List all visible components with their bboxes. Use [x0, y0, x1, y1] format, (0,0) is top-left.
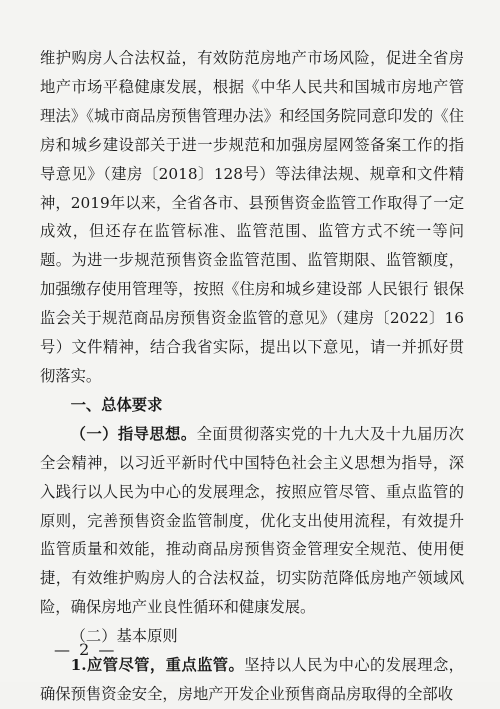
- guiding-thought-paragraph: [40, 420, 464, 622]
- principle-1-lead: 1.应管尽管，重点监管。: [70, 656, 245, 675]
- document-body: [40, 44, 464, 709]
- principle-1-text: 坚持以人民为中心的发展理念，确保预售资金安全，房地产开发企业预售商品房取得的全部收: [40, 656, 464, 703]
- basic-principles-heading: （二）基本原则: [70, 627, 178, 646]
- guiding-thought-lead: （一）指导思想。: [70, 424, 197, 443]
- principle-1-paragraph: [40, 651, 464, 709]
- guiding-thought-text: 全面贯彻落实党的十九大及十九届历次全会精神，以习近平新时代中国特色社会主义思想为指导，深入践行以人民为中心的发展理念，按照应管尽管、重点监管的原则，完善预售资金监管制度，优化支出使用流程，有效提升监管质量和效能，推动商品房预售资金管理安全规范、使用便捷，有效维护购房人的合法权益，切实防范降低房地产领域风险，确保房地产业良性循环和健康发展。: [40, 424, 464, 617]
- intro-paragraph: 维护购房人合法权益，有效防范房地产市场风险，促进全省房地产市场平稳健康发展，根据《中华人民共和国城市房地产管理法》《城市商品房预售管理办法》和经国务院同意印发的《住房和城乡建设部关于进一步规范和加强房屋网签备案工作的指导意见》（建房〔2018〕128号）等法律法规、规章和文件精神，2019年以来，全省各市、县预售资金监管工作取得了一定成效，但还存在监管标准、监管范围、监管方式不统一等问题。为进一步规范预售资金监管范围、监管期限、监管额度，加强缴存使用管理等，按照《住房和城乡建设部 人民银行 银保监会关于规范商品房预售资金监管的意见》（建房〔2022〕16号）文件精神，结合我省实际，提出以下意见，请一并抓好贯彻落实。: [40, 49, 464, 385]
- section-heading-general-requirements: 一、总体要求: [70, 395, 163, 414]
- page-number: — 2 —: [54, 640, 117, 659]
